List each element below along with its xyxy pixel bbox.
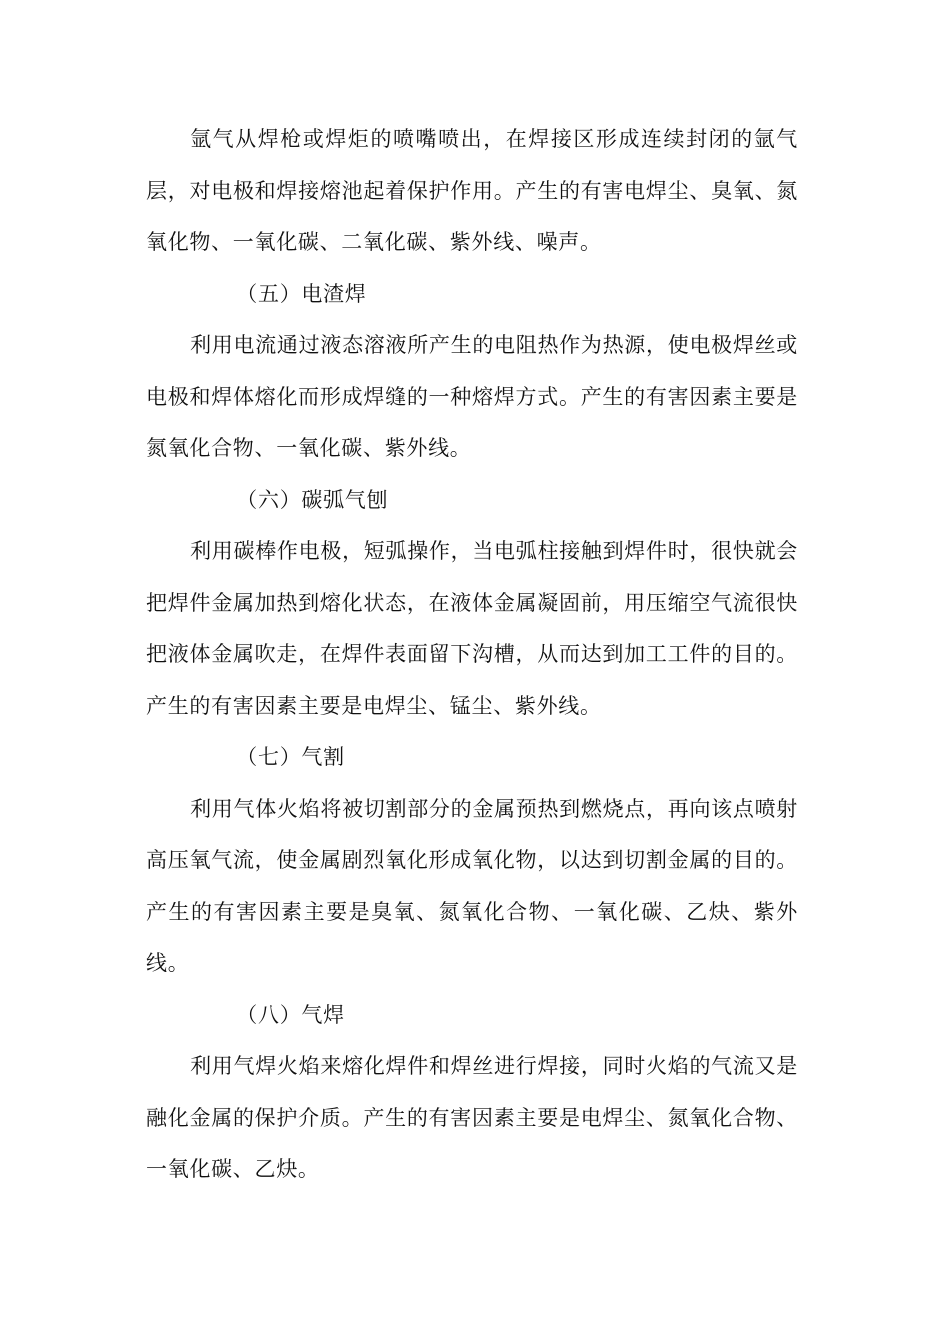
paragraph-gas-welding: 利用气焊火焰来熔化焊件和焊丝进行焊接，同时火焰的气流又是融化金属的保护介质。产生的有害因素主要是电焊尘、氮氧化合物、一氧化碳、乙炔。 — [146, 1054, 798, 1181]
section-heading-gas-welding: （八）气焊 — [236, 1002, 345, 1027]
section-heading-electroslag-welding: （五）电渣焊 — [236, 281, 367, 306]
paragraph-carbon-arc-gouging: 利用碳棒作电极，短弧操作，当电弧柱接触到焊件时，很快就会把焊件金属加热到熔化状态，在液体金属凝固前，用压缩空气流很快把液体金属吹走，在焊件表面留下沟槽，从而达到加工工件的目的。产生的有害因素主要是电焊尘、锰尘、紫外线。 — [146, 539, 798, 718]
document-body — [146, 114, 798, 1196]
paragraph-electroslag-welding: 利用电流通过液态溶液所产生的电阻热作为热源，使电极焊丝或电极和焊体熔化而形成焊缝的一种熔焊方式。产生的有害因素主要是氮氧化合物、一氧化碳、紫外线。 — [146, 333, 798, 460]
section-heading-carbon-arc-gouging: （六）碳弧气刨 — [236, 487, 389, 512]
section-heading-gas-cutting: （七）气割 — [236, 745, 345, 769]
paragraph-gas-cutting: 利用气体火焰将被切割部分的金属预热到燃烧点，再向该点喷射高压氧气流，使金属剧烈氧化形成氧化物，以达到切割金属的目的。产生的有害因素主要是臭氧、氮氧化合物、一氧化碳、乙炔、紫外线。 — [146, 796, 798, 975]
paragraph-argon-arc-welding: 氩气从焊枪或焊炬的喷嘴喷出，在焊接区形成连续封闭的氩气层，对电极和焊接熔池起着保护作用。产生的有害电焊尘、臭氧、氮氧化物、一氧化碳、二氧化碳、紫外线、噪声。 — [146, 127, 798, 254]
